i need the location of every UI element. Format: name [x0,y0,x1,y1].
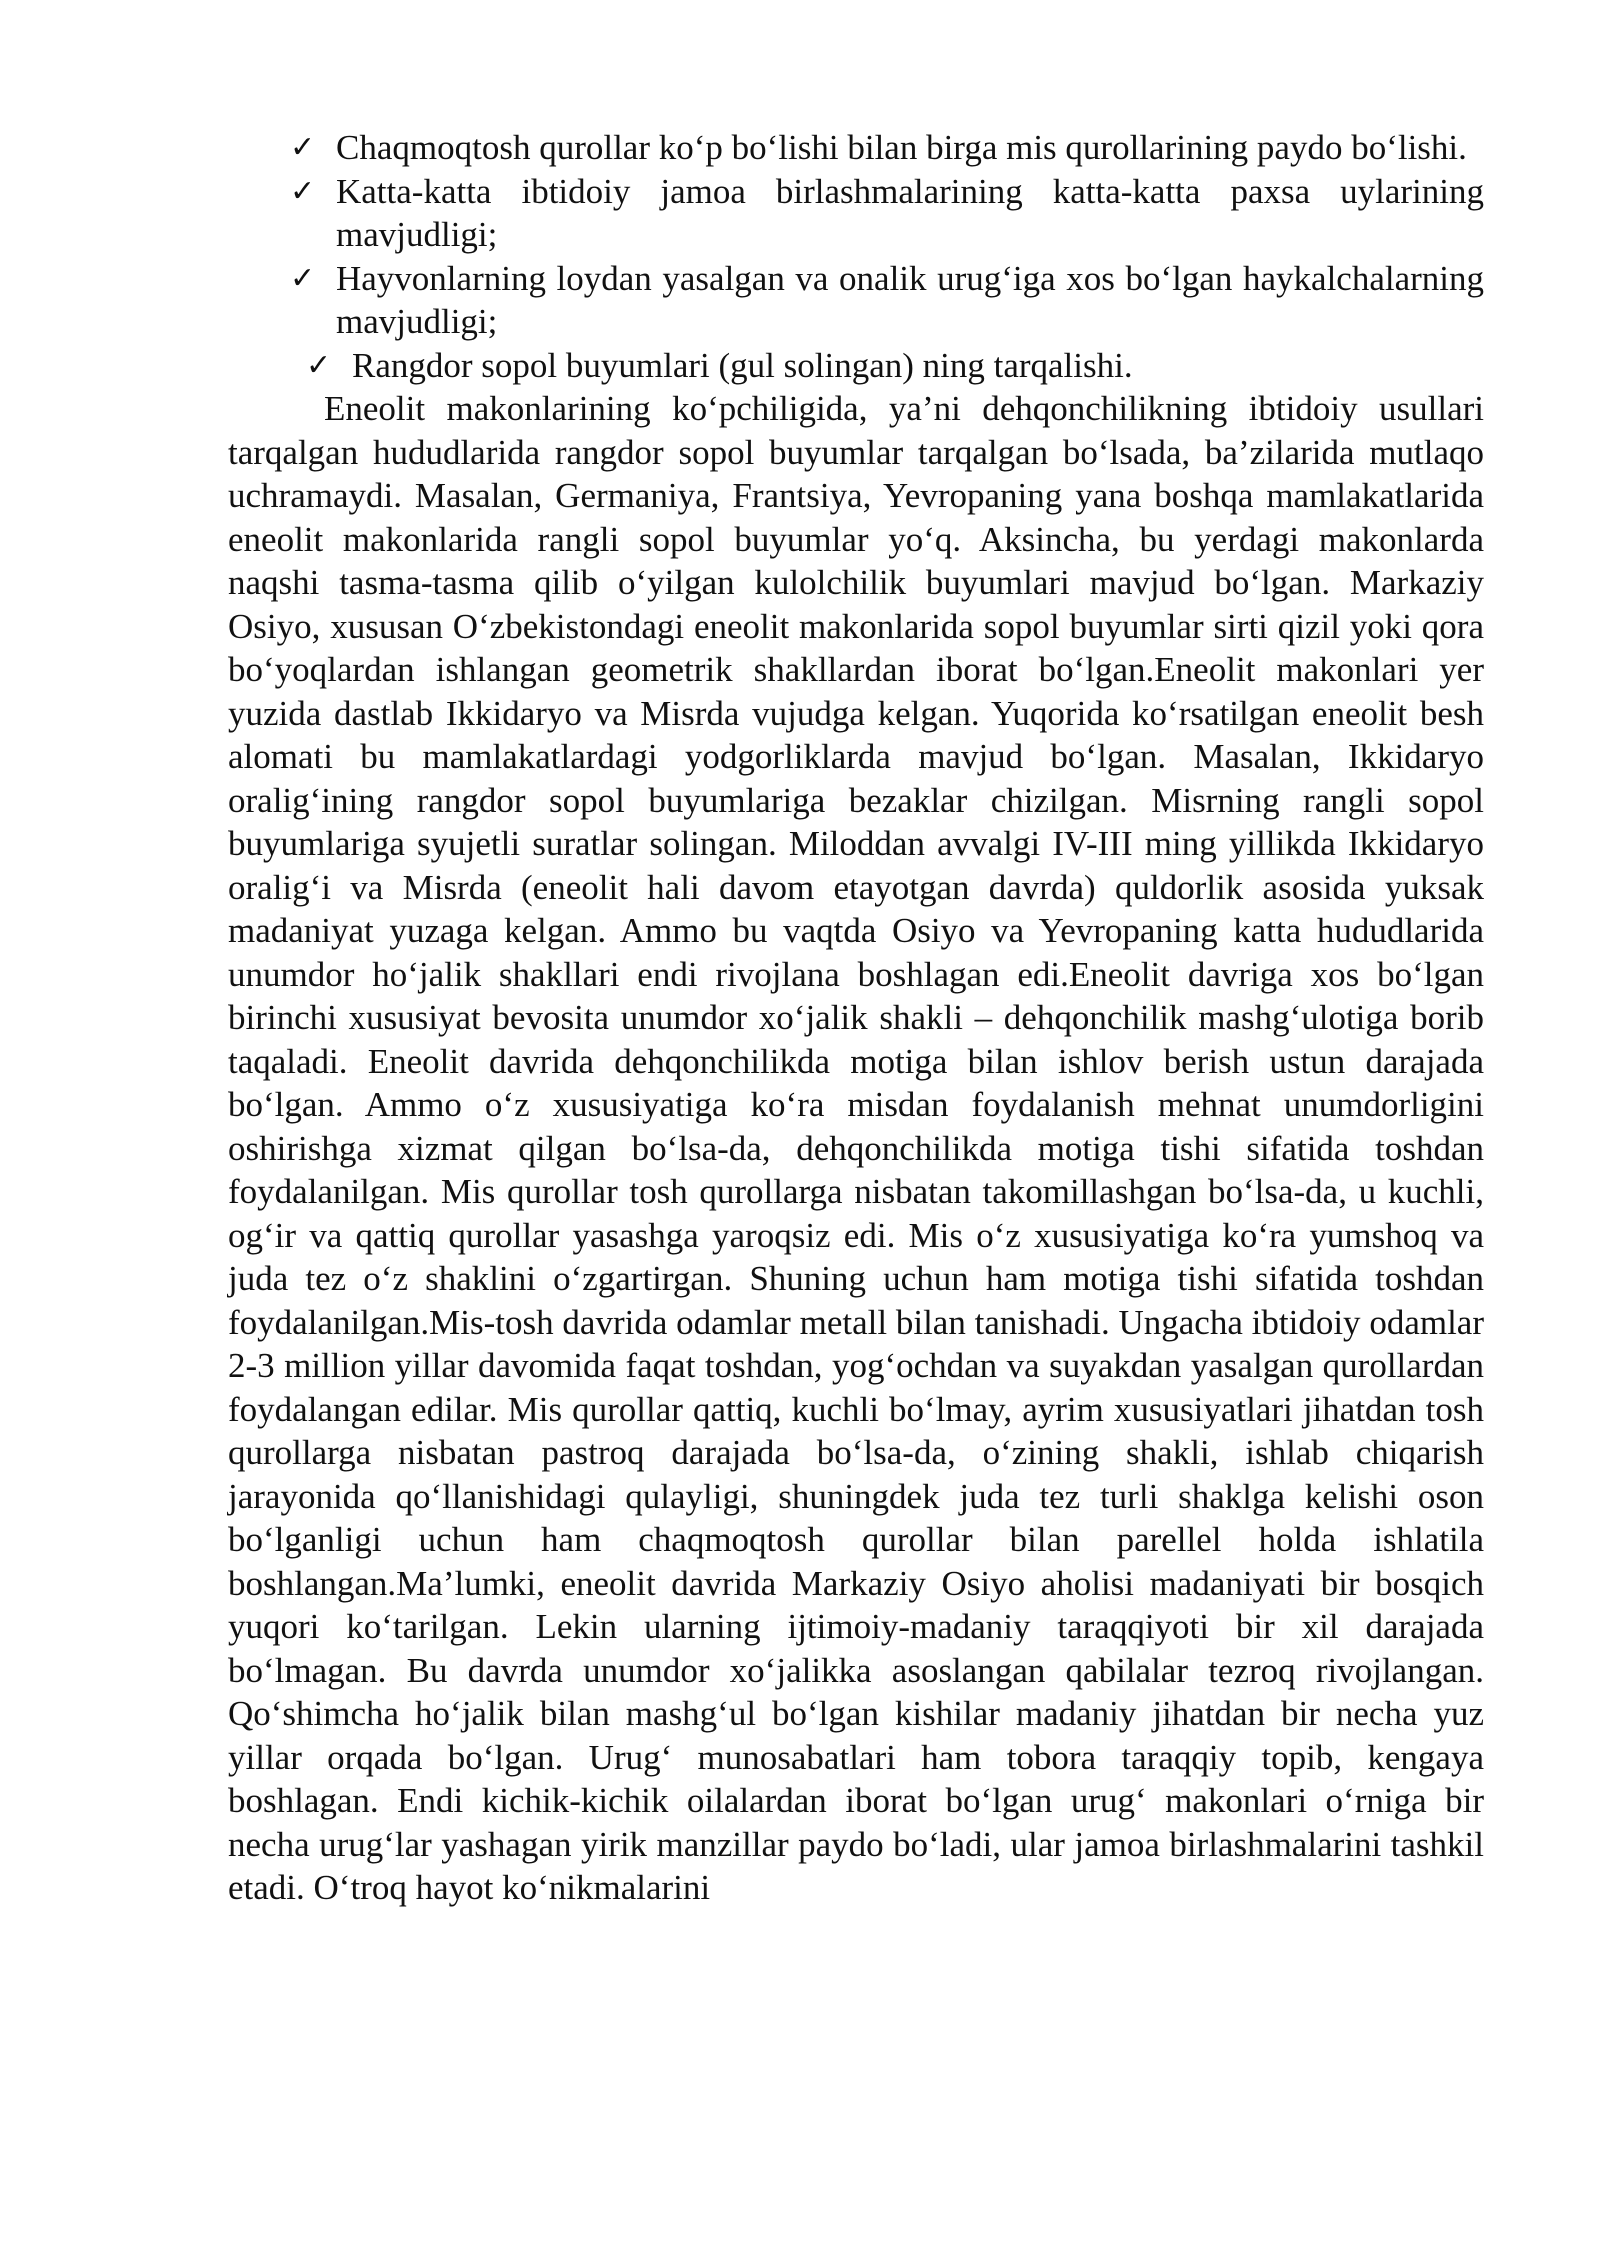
bullet-list [228,126,1484,387]
body-paragraph: Eneolit makonlarining ko‘pchiligida, ya’ni dehqonchilikning ibtidoiy usullari tarqalgan hududlarida rangdor sopol buyumlar tarqalgan bo‘lsada, ba’zilarida mutlaqo uchramaydi. Masalan, Germaniya, Frantsiya, Yevropaning yana boshqa mamlakatlarida eneolit makonlarida rangli sopol buyumlar yo‘q. Aksincha, bu yerdagi makonlarda naqshi tasma-tasma qilib o‘yilgan kulolchilik buyumlari mavjud bo‘lgan. Markaziy Osiyo, xususan O‘zbekistondagi eneolit makonlarida sopol buyumlar sirti qizil yoki qora bo‘yoqlardan ishlangan geometrik shakllardan iborat bo‘lgan.Eneolit makonlari yer yuzida dastlab Ikkidaryo va Misrda vujudga kelgan. Yuqorida ko‘rsatilgan eneolit besh alomati bu mamlakatlardagi yodgorliklarda mavjud bo‘lgan. Masalan, Ikkidaryo oralig‘ining rangdor sopol buyumlariga bezaklar chizilgan. Misrning rangli sopol buyumlariga syujetli suratlar solingan. Miloddan avvalgi IV-III ming yillikda Ikkidaryo oralig‘i va Misrda (eneolit hali davom etayotgan davrda) quldorlik asosida yuksak madaniyat yuzaga kelgan. Ammo bu vaqtda Osiyo va Yevropaning katta hududlarida unumdor ho‘jalik shakllari endi rivojlana boshlagan edi.Eneolit davriga xos bo‘lgan birinchi xususiyat bevosita unumdor xo‘jalik shakli – dehqonchilik mashg‘ulotiga borib taqaladi. Eneolit davrida dehqonchilikda motiga bilan ishlov berish ustun darajada bo‘lgan. Ammo o‘z xususiyatiga ko‘ra misdan foydalanish mehnat unumdorligini oshirishga xizmat qilgan bo‘lsa-da, dehqonchilikda motiga tishi sifatida toshdan foydalanilgan. Mis qurollar tosh qurollarga nisbatan takomillashgan bo‘lsa-da, u kuchli, og‘ir va qattiq qurollar yasashga yaroqsiz edi. Mis o‘z xususiyatiga ko‘ra yumshoq va juda tez o‘z shaklini o‘zgartirgan. Shuning uchun ham motiga tishi sifatida toshdan foydalanilgan.Mis-tosh davrida odamlar metall bilan tanishadi. Ungacha ibtidoiy odamlar 2-3 million yillar davomida faqat toshdan, yog‘ochdan va suyakdan yasalgan qurollardan foydalangan edilar. Mis qurollar qattiq, kuchli bo‘lmay, ayrim xususiyatlari jihatdan tosh qurollarga nisbatan pastroq darajada bo‘lsa-da, o‘zining shakli, ishlab chiqarish jarayonida qo‘llanishidagi qulayligi, shuningdek juda tez turli shaklga kelishi oson bo‘lganligi uchun ham chaqmoqtosh qurollar bilan parellel holda ishlatila boshlangan.Ma’lumki, eneolit davrida Markaziy Osiyo aholisi madaniyati bir bosqich yuqori ko‘tarilgan. Lekin ularning ijtimoiy-madaniy taraqqiyoti bir xil darajada bo‘lmagan. Bu davrda unumdor xo‘jalikka asoslangan qabilalar tezroq rivojlangan. Qo‘shimcha ho‘jalik bilan mashg‘ul bo‘lgan kishilar madaniy jihatdan bir necha yuz yillar orqada bo‘lgan. Urug‘ munosabatlari ham tobora taraqqiy topib, kengaya boshlagan. Endi kichik-kichik oilalardan iborat bo‘lgan urug‘ makonlari o‘rniga bir necha urug‘lar yashagan yirik manzillar paydo bo‘ladi, ular jamoa birlashmalarini tashkil etadi. O‘troq hayot ko‘nikmalarini [228,389,1484,1907]
bullet-item [228,257,1484,344]
bullet-text: Hayvonlarning loydan yasalgan va onalik urug‘iga xos bo‘lgan haykalchalarning mavjudligi; [336,258,1484,341]
checkmark-icon: ✓ [290,260,316,296]
bullet-item [228,344,1484,388]
bullet-text: Katta-katta ibtidoiy jamoa birlashmalarining katta-katta paxsa uylarining mavjudligi; [336,171,1484,254]
bullet-item [228,170,1484,257]
bullet-item [228,126,1484,170]
bullet-text: Rangdor sopol buyumlari (gul solingan) ning tarqalishi. [352,345,1133,385]
checkmark-icon: ✓ [306,347,332,383]
bullet-text: Chaqmoqtosh qurollar ko‘p bo‘lishi bilan birga mis qurollarining paydo bo‘lishi. [336,128,1467,167]
document-page [228,126,1484,1910]
checkmark-icon: ✓ [290,173,316,209]
checkmark-icon: ✓ [290,130,316,165]
